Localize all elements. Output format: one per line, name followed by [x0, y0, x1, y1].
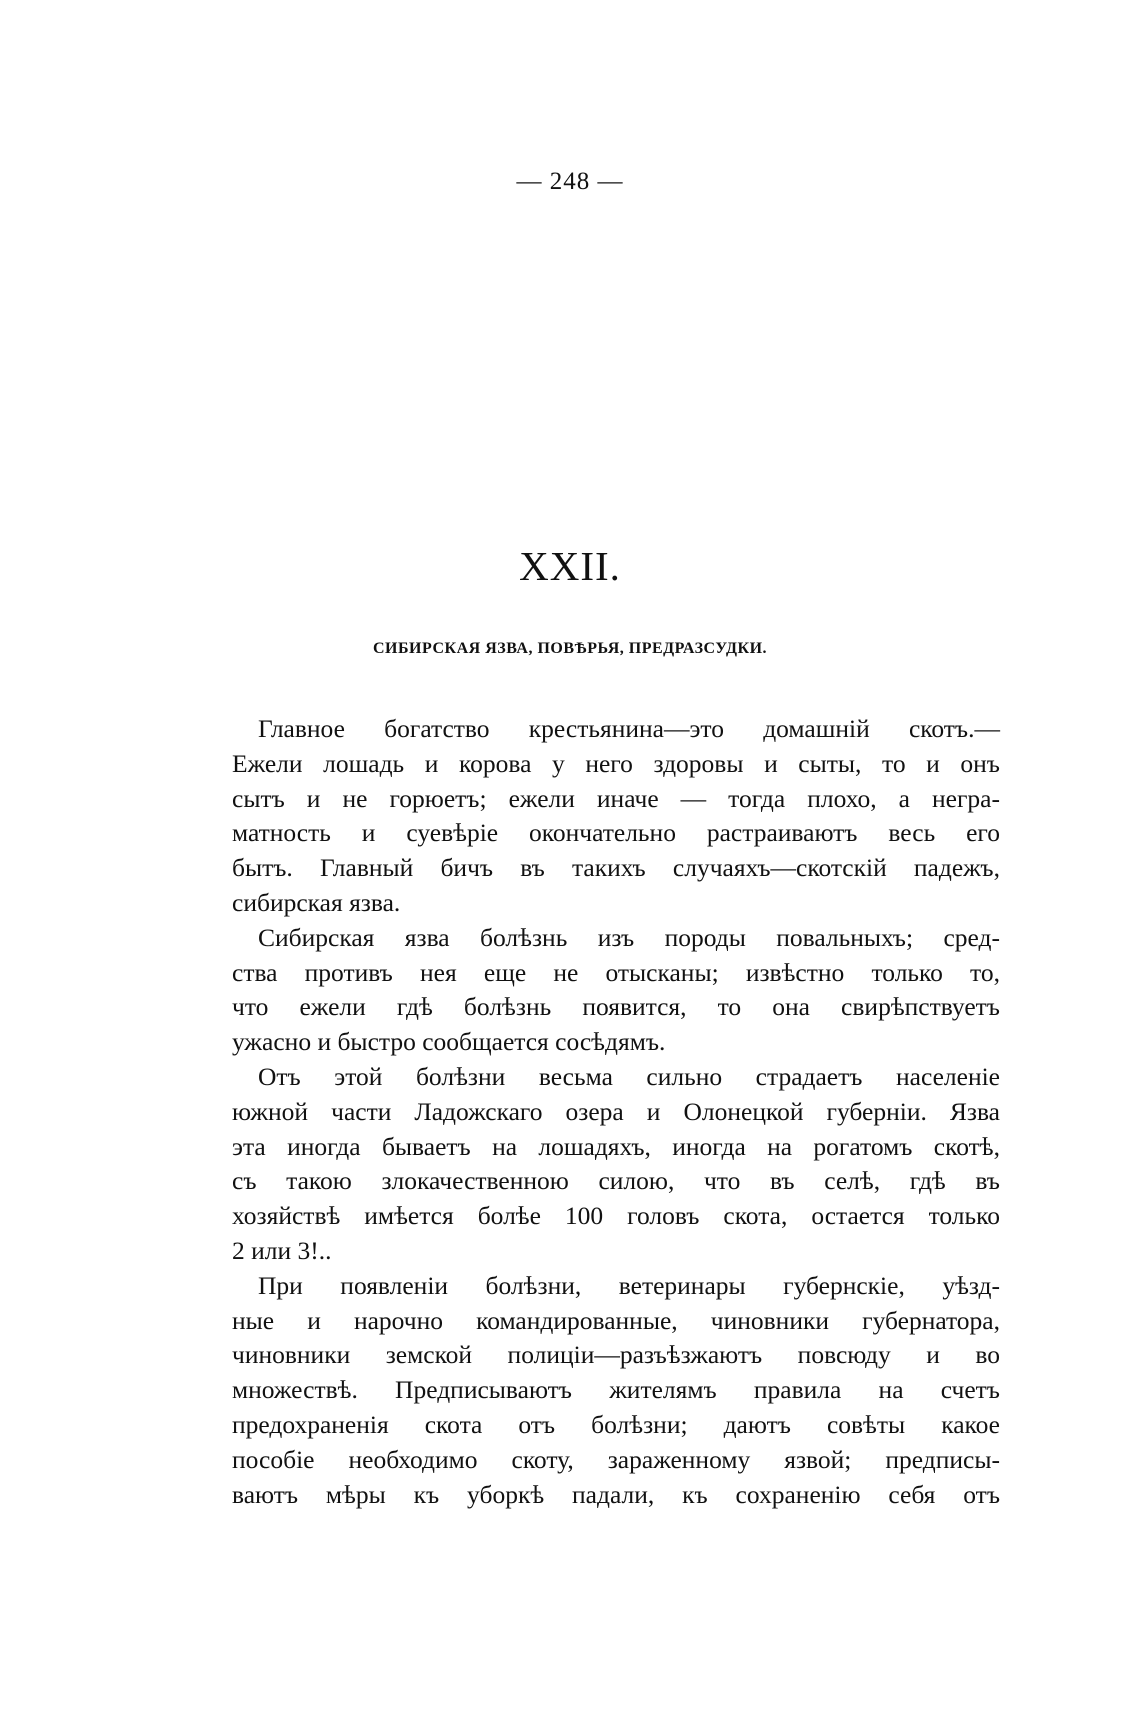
paragraph	[232, 712, 1000, 921]
text-line: 2 или 3!..	[232, 1235, 332, 1265]
text-line: При появленіи болѣзни, ветеринары губернскіе, уѣзд-	[258, 1270, 1000, 1300]
text-line: ваютъ мѣры къ уборкѣ падали, къ сохраненію себя отъ	[232, 1479, 1000, 1509]
text-line: множествѣ. Предписываютъ жителямъ правила на счетъ	[232, 1375, 1000, 1405]
text-line: южной части Ладожскаго озера и Олонецкой губерніи. Язва	[232, 1096, 1000, 1126]
text-line: Ежели лошадь и корова у него здоровы и сыты, то и онъ	[232, 748, 1000, 778]
text-line: эта иногда бываетъ на лошадяхъ, иногда на рогатомъ скотѣ,	[232, 1131, 1000, 1161]
text-line: Главное богатство крестьянина—это домашній скотъ.—	[258, 714, 1000, 743]
text-line: Сибирская язва болѣзнь изъ породы повальныхъ; сред-	[258, 922, 1000, 952]
text-line: ные и нарочно командированные, чиновники губернатора,	[232, 1305, 1000, 1335]
text-line: матность и суевѣріе окончательно растраиваютъ весь его	[232, 818, 1000, 848]
paragraph	[232, 1060, 1000, 1269]
page-number: — 248 —	[516, 168, 624, 195]
text-line: Отъ этой болѣзни весьма сильно страдаетъ населеніе	[258, 1061, 1000, 1091]
text-line: ужасно и быстро сообщается сосѣдямъ.	[232, 1027, 666, 1057]
paragraph	[232, 1269, 1000, 1513]
paragraph	[232, 921, 1000, 1060]
text-line: сытъ и не горюетъ; ежели иначе — тогда плохо, а негра-	[232, 783, 1000, 813]
chapter-subtitle: СИБИРСКАЯ ЯЗВА, ПОВѢРЬЯ, ПРЕДРАЗСУДКИ.	[372, 640, 768, 657]
text-line: чиновники земской полиціи—разъѣзжаютъ повсюду и во	[232, 1340, 1000, 1370]
chapter-number: XXII.	[519, 543, 621, 589]
body-text	[232, 712, 1000, 1512]
text-line: хозяйствѣ имѣется болѣе 100 головъ скота, остается только	[232, 1201, 1000, 1231]
text-line: бытъ. Главный бичъ въ такихъ случаяхъ—скотскій падежъ,	[232, 853, 1000, 883]
text-line: сибирская язва.	[232, 887, 401, 917]
text-line: что ежели гдѣ болѣзнь появится, то она свирѣпствуетъ	[232, 992, 1000, 1022]
text-line: пособіе необходимо скоту, зараженному язвой; предписы-	[232, 1444, 1000, 1474]
text-line: ства противъ нея еще не отысканы; извѣстно только то,	[232, 957, 1000, 987]
text-line: предохраненія скота отъ болѣзни; даютъ совѣты какое	[232, 1409, 1000, 1439]
text-line: съ такою злокачественною силою, что въ селѣ, гдѣ въ	[232, 1166, 1000, 1196]
